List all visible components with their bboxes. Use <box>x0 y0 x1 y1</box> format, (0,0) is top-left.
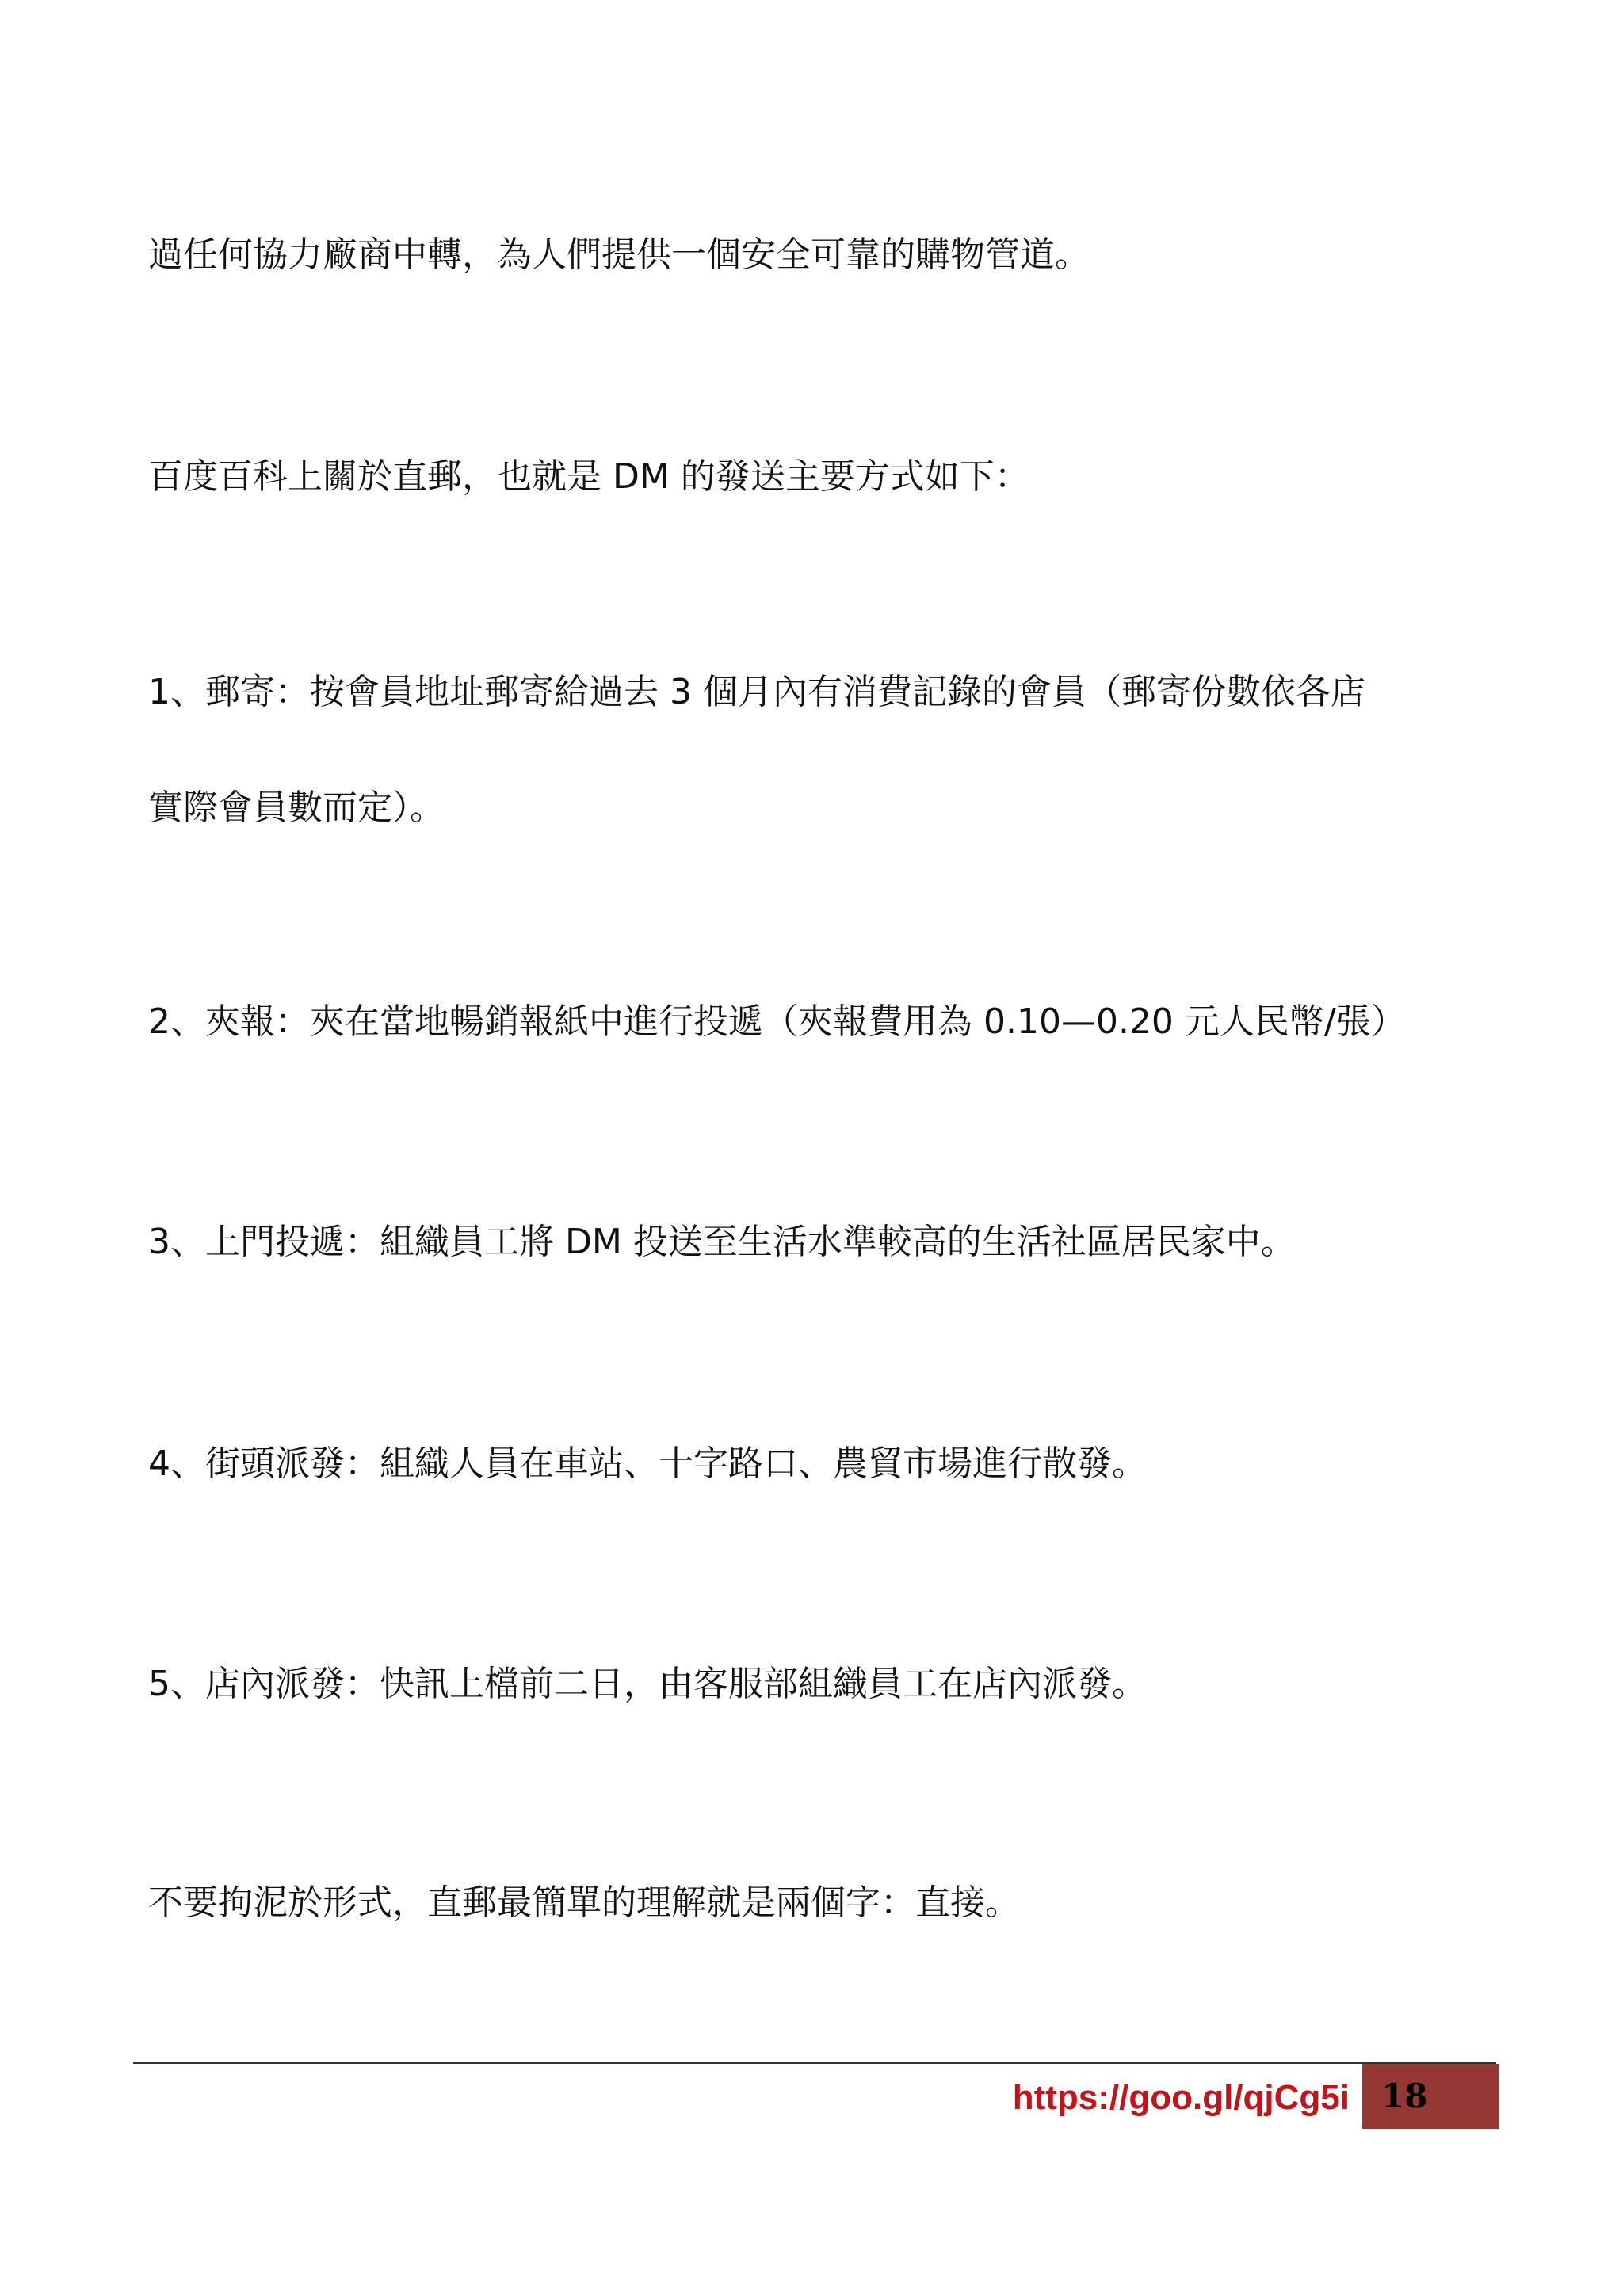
list-item-newspaper-insert: 2、夾報：夾在當地暢銷報紙中進行投遞（夾報費用為 0.10—0.20 元人民幣/張） <box>148 1001 1406 1042</box>
list-item-mail-line1: 1、郵寄：按會員地址郵寄給過去 3 個月內有消費記錄的會員（郵寄份數依各店 <box>148 672 1365 712</box>
list-item-street-distribution: 4、街頭派發：組織人員在車站、十字路口、農貿市場進行散發。 <box>148 1444 1147 1484</box>
body-paragraph-conclusion: 不要拘泥於形式，直郵最簡單的理解就是兩個字：直接。 <box>148 1882 1020 1923</box>
footer-divider <box>133 2062 1496 2064</box>
body-paragraph-dm-methods-intro: 百度百科上關於直郵，也就是 DM 的發送主要方式如下： <box>148 456 1029 497</box>
body-paragraph-intro-continuation: 過任何協力廠商中轉，為人們提供一個安全可靠的購物管道。 <box>148 235 1090 275</box>
page-number: 18 <box>1381 2077 1428 2115</box>
list-item-in-store-distribution: 5、店內派發：快訊上檔前二日，由客服部組織員工在店內派發。 <box>148 1664 1147 1704</box>
page-number-box <box>1362 2064 1499 2129</box>
footer-link[interactable]: https://goo.gl/qjCg5i <box>1012 2078 1350 2117</box>
list-item-door-delivery: 3、上門投遞：組織員工將 DM 投送至生活水準較高的生活社區居民家中。 <box>148 1222 1296 1262</box>
list-item-mail-line2: 實際會員數而定）。 <box>148 788 445 828</box>
